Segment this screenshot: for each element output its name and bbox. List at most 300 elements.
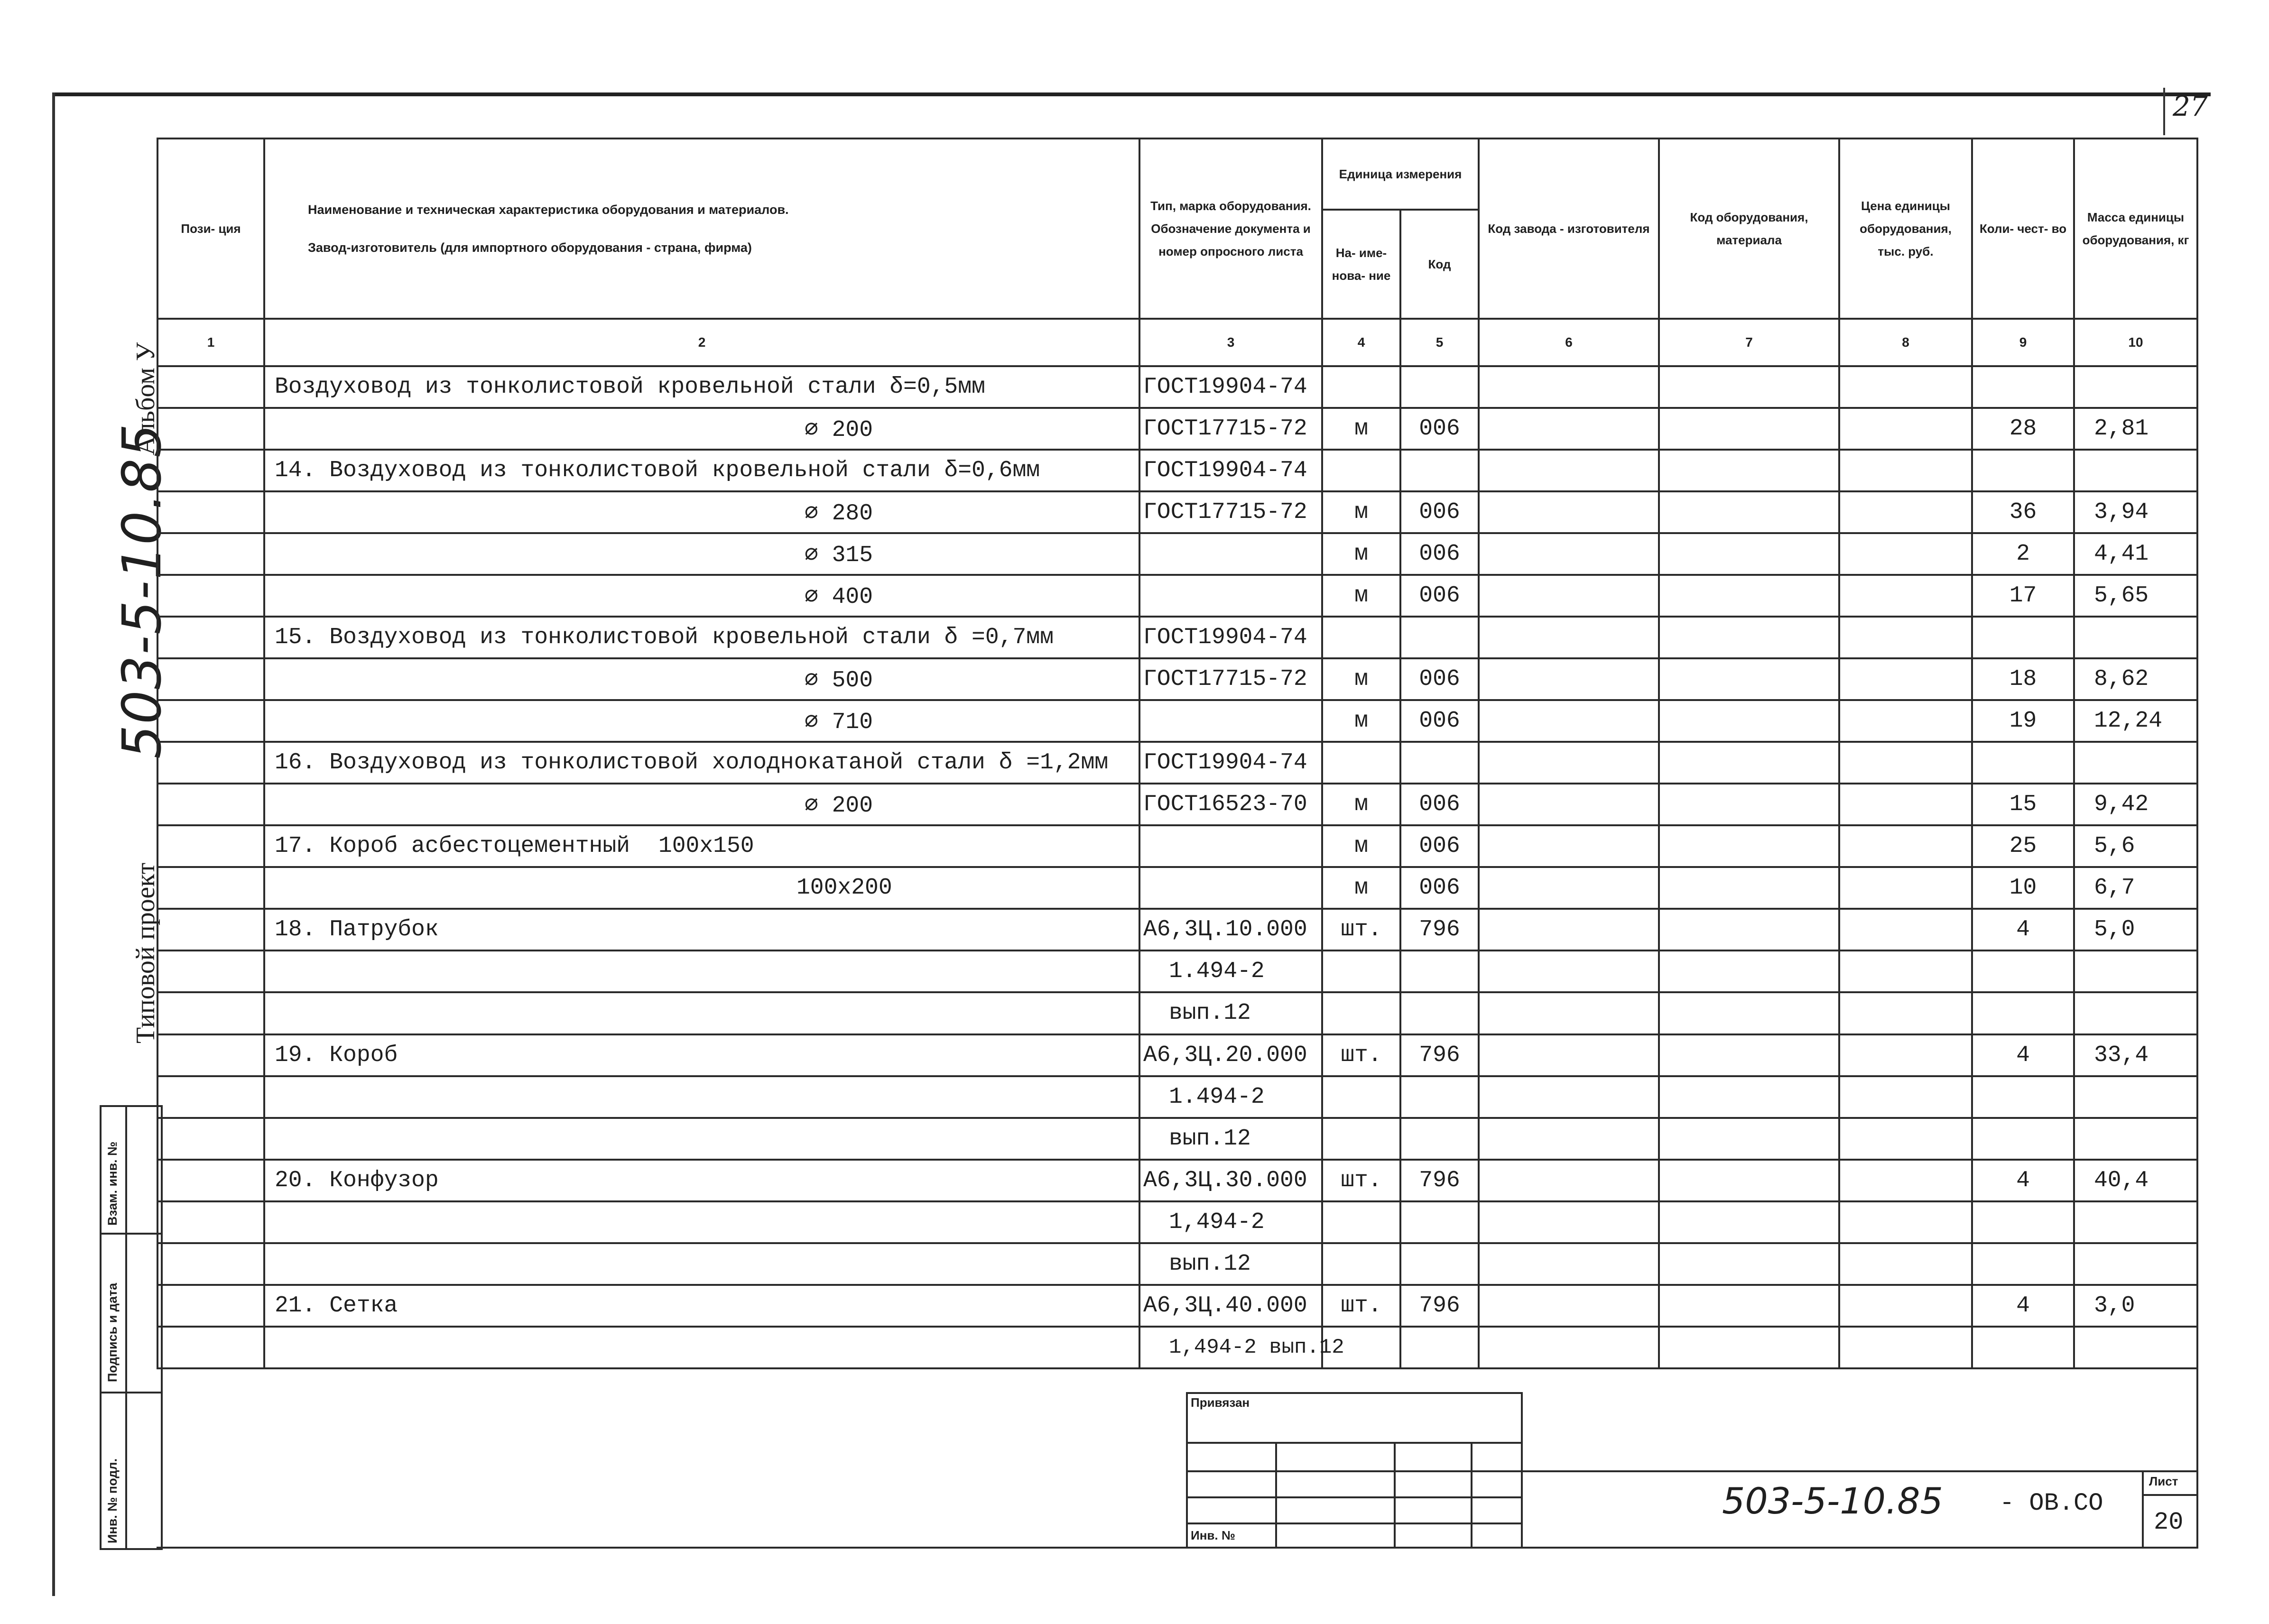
title-block-line — [2142, 1470, 2144, 1549]
right-border-line — [2196, 1366, 2198, 1549]
sheet-number: 20 — [2154, 1508, 2184, 1536]
cell-price — [1839, 533, 1972, 575]
cell-equipment-code — [1659, 366, 1839, 408]
cell-name: ⌀ 200 — [264, 784, 1139, 825]
cell-unit — [1322, 950, 1400, 992]
table-row — [157, 950, 2197, 992]
cell-quantity — [1972, 617, 2074, 658]
stamp-signature-label: Подпись и дата — [105, 1283, 120, 1382]
column-number: 6 — [1479, 319, 1659, 366]
cell-name: 14. Воздуховод из тонколистовой кровельной стали δ=0,6мм — [264, 450, 1139, 491]
cell-position — [157, 1285, 264, 1327]
cell-type: ГОСТ17715-72 — [1139, 408, 1322, 450]
cell-unit: шт. — [1322, 1285, 1400, 1327]
title-block-line — [1471, 1442, 1473, 1549]
cell-equipment-code — [1659, 909, 1839, 950]
cell-unit: м — [1322, 784, 1400, 825]
cell-unit: м — [1322, 575, 1400, 617]
cell-unit-code — [1400, 366, 1479, 408]
cell-unit-code: 006 — [1400, 825, 1479, 867]
title-block-line — [2142, 1494, 2196, 1496]
cell-quantity — [1972, 1243, 2074, 1285]
stamp-separator — [102, 1392, 161, 1393]
header-price: Цена единицы оборудования, тыс. руб. — [1839, 138, 1972, 319]
cell-maker-code — [1479, 1201, 1659, 1243]
cell-maker-code — [1479, 658, 1659, 700]
cell-unit-code — [1400, 992, 1479, 1034]
cell-equipment-code — [1659, 1118, 1839, 1160]
table-row — [157, 366, 2197, 408]
cell-maker-code — [1479, 1327, 1659, 1368]
cell-type: 1.494-2 — [1139, 950, 1322, 992]
cell-position — [157, 658, 264, 700]
column-number: 5 — [1400, 319, 1479, 366]
cell-price — [1839, 491, 1972, 533]
table-row — [157, 784, 2197, 825]
table-row — [157, 658, 2197, 700]
cell-maker-code — [1479, 533, 1659, 575]
cell-price — [1839, 700, 1972, 742]
cell-type — [1139, 533, 1322, 575]
cell-name: 100х200 — [264, 867, 1139, 909]
cell-maker-code — [1479, 1243, 1659, 1285]
cell-mass: 3,0 — [2074, 1285, 2197, 1327]
table-row — [157, 1327, 2197, 1368]
cell-quantity — [1972, 950, 2074, 992]
cell-position — [157, 825, 264, 867]
cell-mass — [2074, 450, 2197, 491]
cell-quantity: 4 — [1972, 1160, 2074, 1201]
title-block-line — [1186, 1392, 1523, 1394]
cell-price — [1839, 1243, 1972, 1285]
item-name: 17. Короб асбестоцементный — [275, 833, 630, 859]
cell-price — [1839, 1160, 1972, 1201]
header-maker-code: Код завода - изготовителя — [1479, 138, 1659, 319]
table-row — [157, 575, 2197, 617]
cell-unit-code: 006 — [1400, 700, 1479, 742]
cell-price — [1839, 909, 1972, 950]
cell-maker-code — [1479, 700, 1659, 742]
cell-equipment-code — [1659, 1285, 1839, 1327]
cell-position — [157, 784, 264, 825]
cell-unit-code: 006 — [1400, 575, 1479, 617]
album-label: Альбом У — [131, 342, 160, 455]
cell-equipment-code — [1659, 533, 1839, 575]
cell-quantity — [1972, 1118, 2074, 1160]
cell-mass: 12,24 — [2074, 700, 2197, 742]
cell-unit: шт. — [1322, 909, 1400, 950]
header-name-line2: Завод-изготовитель (для импортного оборудования - страна, фирма) — [308, 240, 752, 255]
cell-maker-code — [1479, 909, 1659, 950]
cell-quantity: 25 — [1972, 825, 2074, 867]
cell-type: вып.12 — [1139, 1118, 1322, 1160]
cell-type: ГОСТ19904-74 — [1139, 366, 1322, 408]
cell-equipment-code — [1659, 450, 1839, 491]
cell-equipment-code — [1659, 575, 1839, 617]
cell-mass — [2074, 992, 2197, 1034]
cell-equipment-code — [1659, 1243, 1839, 1285]
cell-equipment-code — [1659, 617, 1839, 658]
cell-type: вып.12 — [1139, 992, 1322, 1034]
cell-equipment-code — [1659, 1327, 1839, 1368]
document-code: 503-5-10.85 — [1722, 1480, 1943, 1522]
cell-quantity — [1972, 1327, 2074, 1368]
cell-price — [1839, 617, 1972, 658]
column-number: 8 — [1839, 319, 1972, 366]
cell-type: ГОСТ17715-72 — [1139, 658, 1322, 700]
stamp-inventory-label: Инв. № подл. — [105, 1458, 120, 1543]
cell-maker-code — [1479, 491, 1659, 533]
cell-unit — [1322, 742, 1400, 784]
specification-rows — [157, 366, 2197, 1368]
cell-type: ГОСТ16523-70 — [1139, 784, 1322, 825]
header-unit-code: Код — [1400, 210, 1479, 319]
cell-quantity: 2 — [1972, 533, 2074, 575]
cell-position — [157, 950, 264, 992]
cell-maker-code — [1479, 575, 1659, 617]
cell-price — [1839, 867, 1972, 909]
cell-maker-code — [1479, 450, 1659, 491]
cell-type — [1139, 867, 1322, 909]
column-number: 3 — [1139, 319, 1322, 366]
cell-price — [1839, 825, 1972, 867]
cell-unit-code: 006 — [1400, 867, 1479, 909]
cell-unit: шт. — [1322, 1160, 1400, 1201]
table-row — [157, 1076, 2197, 1118]
cell-position — [157, 1118, 264, 1160]
table-row — [157, 992, 2197, 1034]
cell-maker-code — [1479, 950, 1659, 992]
cell-unit-code: 006 — [1400, 533, 1479, 575]
cell-position — [157, 909, 264, 950]
cell-position — [157, 867, 264, 909]
stamp-vzam-label: Взам. инв. № — [105, 1141, 120, 1226]
header-position: Пози- ция — [157, 138, 264, 319]
cell-unit-code — [1400, 742, 1479, 784]
table-row — [157, 700, 2197, 742]
header-name-line1: Наименование и техническая характеристика оборудования и материалов. — [308, 203, 789, 217]
cell-position — [157, 1076, 264, 1118]
cell-position — [157, 1160, 264, 1201]
table-row — [157, 617, 2197, 658]
cell-unit — [1322, 992, 1400, 1034]
cell-quantity: 18 — [1972, 658, 2074, 700]
cell-type: ГОСТ19904-74 — [1139, 617, 1322, 658]
cell-mass: 5,0 — [2074, 909, 2197, 950]
cell-quantity — [1972, 742, 2074, 784]
table-row — [157, 867, 2197, 909]
column-number: 2 — [264, 319, 1139, 366]
cell-name — [264, 950, 1139, 992]
cell-price — [1839, 658, 1972, 700]
cell-unit-code — [1400, 1201, 1479, 1243]
cell-price — [1839, 1118, 1972, 1160]
item-size: 100х150 — [658, 833, 754, 859]
project-code-vertical: 503-5-10.85 — [111, 423, 173, 759]
cell-unit-code: 796 — [1400, 1160, 1479, 1201]
cell-price — [1839, 408, 1972, 450]
column-number: 9 — [1972, 319, 2074, 366]
header-quantity: Коли- чест- во — [1972, 138, 2074, 319]
cell-type: вып.12 — [1139, 1243, 1322, 1285]
cell-maker-code — [1479, 1034, 1659, 1076]
cell-position — [157, 992, 264, 1034]
cell-quantity — [1972, 366, 2074, 408]
cell-equipment-code — [1659, 700, 1839, 742]
cell-type — [1139, 825, 1322, 867]
table-row — [157, 491, 2197, 533]
cell-equipment-code — [1659, 1076, 1839, 1118]
cell-name: ⌀ 710 — [264, 700, 1139, 742]
title-block-line — [1521, 1470, 2196, 1472]
cell-type: А6,3Ц.10.000 — [1139, 909, 1322, 950]
cell-quantity: 17 — [1972, 575, 2074, 617]
cell-maker-code — [1479, 1076, 1659, 1118]
cell-position — [157, 366, 264, 408]
cell-position — [157, 617, 264, 658]
cell-quantity: 28 — [1972, 408, 2074, 450]
cell-type: А6,3Ц.40.000 — [1139, 1285, 1322, 1327]
cell-price — [1839, 1327, 1972, 1368]
page-number-divider — [2163, 88, 2165, 135]
stamp-divider — [125, 1107, 127, 1548]
cell-unit: м — [1322, 408, 1400, 450]
cell-equipment-code — [1659, 867, 1839, 909]
specification-table — [157, 138, 2198, 1369]
header-type: Тип, марка оборудования. Обозначение документа и номер опросного листа — [1139, 138, 1322, 319]
cell-unit-code — [1400, 1327, 1479, 1368]
cell-mass — [2074, 1118, 2197, 1160]
cell-maker-code — [1479, 1285, 1659, 1327]
cell-unit-code: 796 — [1400, 1034, 1479, 1076]
cell-position — [157, 450, 264, 491]
page-number: 27 — [2173, 90, 2208, 122]
cell-price — [1839, 366, 1972, 408]
header-unit: Единица измерения — [1322, 138, 1479, 210]
cell-price — [1839, 575, 1972, 617]
cell-name: ⌀ 500 — [264, 658, 1139, 700]
cell-position — [157, 1201, 264, 1243]
cell-unit: м — [1322, 491, 1400, 533]
cell-price — [1839, 950, 1972, 992]
cell-maker-code — [1479, 742, 1659, 784]
cell-quantity — [1972, 992, 2074, 1034]
cell-name: 19. Короб — [264, 1034, 1139, 1076]
cell-mass: 9,42 — [2074, 784, 2197, 825]
cell-price — [1839, 1076, 1972, 1118]
cell-maker-code — [1479, 1118, 1659, 1160]
header-name — [264, 138, 1139, 319]
stamp-separator — [102, 1233, 161, 1235]
cell-quantity: 15 — [1972, 784, 2074, 825]
frame-left-line — [52, 92, 55, 1596]
cell-price — [1839, 992, 1972, 1034]
cell-equipment-code — [1659, 408, 1839, 450]
cell-mass: 3,94 — [2074, 491, 2197, 533]
cell-name — [264, 992, 1139, 1034]
cell-unit — [1322, 1243, 1400, 1285]
column-number: 7 — [1659, 319, 1839, 366]
sheet-label: Лист — [2149, 1474, 2178, 1488]
cell-unit-code: 006 — [1400, 408, 1479, 450]
cell-position — [157, 700, 264, 742]
cell-name — [264, 825, 1139, 867]
cell-name: ⌀ 315 — [264, 533, 1139, 575]
column-number: 10 — [2074, 319, 2197, 366]
cell-unit — [1322, 1201, 1400, 1243]
cell-name — [264, 1076, 1139, 1118]
document-suffix: - ОВ.СО — [2000, 1489, 2103, 1517]
table-row — [157, 408, 2197, 450]
cell-unit-code: 006 — [1400, 491, 1479, 533]
cell-name: 15. Воздуховод из тонколистовой кровельной стали δ =0,7мм — [264, 617, 1139, 658]
table-row — [157, 909, 2197, 950]
cell-quantity: 4 — [1972, 1034, 2074, 1076]
table-row — [157, 1160, 2197, 1201]
cell-unit-code: 796 — [1400, 909, 1479, 950]
cell-unit: м — [1322, 867, 1400, 909]
cell-unit: шт. — [1322, 1034, 1400, 1076]
cell-quantity — [1972, 1076, 2074, 1118]
approval-stamp — [100, 1105, 163, 1550]
cell-price — [1839, 784, 1972, 825]
cell-name: 18. Патрубок — [264, 909, 1139, 950]
cell-unit-code — [1400, 1118, 1479, 1160]
cell-unit: м — [1322, 533, 1400, 575]
cell-type: ГОСТ19904-74 — [1139, 450, 1322, 491]
cell-unit — [1322, 1118, 1400, 1160]
table-row — [157, 450, 2197, 491]
cell-equipment-code — [1659, 784, 1839, 825]
cell-mass — [2074, 1327, 2197, 1368]
table-row — [157, 533, 2197, 575]
cell-position — [157, 408, 264, 450]
cell-equipment-code — [1659, 1160, 1839, 1201]
cell-maker-code — [1479, 992, 1659, 1034]
cell-maker-code — [1479, 366, 1659, 408]
header-equipment-code: Код оборудования, материала — [1659, 138, 1839, 319]
cell-price — [1839, 742, 1972, 784]
column-number: 1 — [157, 319, 264, 366]
cell-mass: 5,65 — [2074, 575, 2197, 617]
cell-type: ГОСТ17715-72 — [1139, 491, 1322, 533]
cell-type: А6,3Ц.30.000 — [1139, 1160, 1322, 1201]
cell-unit-code: 006 — [1400, 784, 1479, 825]
attached-label: Привязан — [1191, 1395, 1250, 1410]
typical-project-label: Типовой проект — [131, 862, 160, 1043]
cell-name: ⌀ 400 — [264, 575, 1139, 617]
cell-position — [157, 1327, 264, 1368]
cell-equipment-code — [1659, 1201, 1839, 1243]
cell-name: 21. Сетка — [264, 1285, 1139, 1327]
cell-name — [264, 1327, 1139, 1368]
cell-unit — [1322, 366, 1400, 408]
cell-name: ⌀ 280 — [264, 491, 1139, 533]
cell-price — [1839, 1285, 1972, 1327]
cell-mass: 4,41 — [2074, 533, 2197, 575]
title-block-line — [1275, 1442, 1277, 1549]
cell-name — [264, 1201, 1139, 1243]
cell-type: 1,494-2 — [1139, 1201, 1322, 1243]
cell-unit-code: 006 — [1400, 658, 1479, 700]
cell-quantity: 19 — [1972, 700, 2074, 742]
cell-position — [157, 1034, 264, 1076]
cell-name: 16. Воздуховод из тонколистовой холоднокатаной стали δ =1,2мм — [264, 742, 1139, 784]
cell-mass — [2074, 1201, 2197, 1243]
cell-maker-code — [1479, 784, 1659, 825]
cell-maker-code — [1479, 1160, 1659, 1201]
cell-mass — [2074, 1243, 2197, 1285]
cell-maker-code — [1479, 825, 1659, 867]
cell-equipment-code — [1659, 950, 1839, 992]
table-row — [157, 825, 2197, 867]
cell-equipment-code — [1659, 742, 1839, 784]
cell-position — [157, 1243, 264, 1285]
cell-name: ⌀ 200 — [264, 408, 1139, 450]
cell-name — [264, 1243, 1139, 1285]
cell-type: 1,494-2 вып.12 — [1139, 1327, 1322, 1368]
cell-maker-code — [1479, 867, 1659, 909]
frame-top-line — [52, 92, 2211, 96]
cell-quantity: 4 — [1972, 909, 2074, 950]
header-mass: Масса единицы оборудования, кг — [2074, 138, 2197, 319]
cell-maker-code — [1479, 617, 1659, 658]
cell-mass: 2,81 — [2074, 408, 2197, 450]
cell-position — [157, 742, 264, 784]
bottom-border-line — [157, 1547, 2198, 1549]
cell-position — [157, 491, 264, 533]
cell-unit — [1322, 617, 1400, 658]
cell-mass: 6,7 — [2074, 867, 2197, 909]
cell-unit — [1322, 450, 1400, 491]
cell-mass: 40,4 — [2074, 1160, 2197, 1201]
cell-type: А6,3Ц.20.000 — [1139, 1034, 1322, 1076]
cell-type — [1139, 700, 1322, 742]
cell-mass: 5,6 — [2074, 825, 2197, 867]
cell-equipment-code — [1659, 1034, 1839, 1076]
cell-quantity — [1972, 1201, 2074, 1243]
header-unit-name: На- име- нова- ние — [1322, 210, 1400, 319]
cell-unit: м — [1322, 825, 1400, 867]
cell-type: ГОСТ19904-74 — [1139, 742, 1322, 784]
table-row — [157, 1034, 2197, 1076]
cell-unit: м — [1322, 700, 1400, 742]
cell-type — [1139, 575, 1322, 617]
cell-unit-code — [1400, 1243, 1479, 1285]
cell-name — [264, 1118, 1139, 1160]
cell-equipment-code — [1659, 491, 1839, 533]
cell-price — [1839, 450, 1972, 491]
cell-price — [1839, 1201, 1972, 1243]
cell-quantity: 36 — [1972, 491, 2074, 533]
table-row — [157, 1118, 2197, 1160]
table-row — [157, 1285, 2197, 1327]
cell-position — [157, 575, 264, 617]
cell-unit — [1322, 1076, 1400, 1118]
table-row — [157, 1201, 2197, 1243]
cell-equipment-code — [1659, 825, 1839, 867]
cell-mass — [2074, 950, 2197, 992]
cell-quantity: 4 — [1972, 1285, 2074, 1327]
cell-mass: 8,62 — [2074, 658, 2197, 700]
table-row — [157, 742, 2197, 784]
cell-quantity: 10 — [1972, 867, 2074, 909]
cell-type: 1.494-2 — [1139, 1076, 1322, 1118]
cell-unit-code: 796 — [1400, 1285, 1479, 1327]
cell-unit-code — [1400, 950, 1479, 992]
cell-mass — [2074, 1076, 2197, 1118]
cell-position — [157, 533, 264, 575]
